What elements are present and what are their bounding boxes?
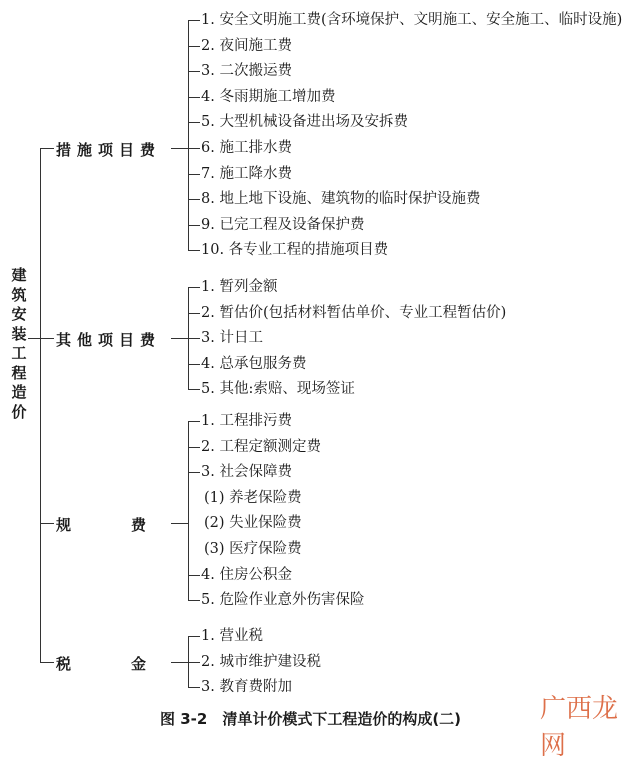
item-label: 2. 工程定额测定费 (201, 438, 321, 455)
item-label: 4. 总承包服务费 (201, 355, 307, 372)
category-label: 其他项目费 (56, 331, 162, 350)
item-label: 1. 暂列金额 (201, 279, 278, 295)
item-label: (2) 失业保险费 (204, 515, 302, 532)
branch-tick (188, 287, 200, 288)
connector-line (171, 523, 188, 524)
main-trunk-line (40, 148, 41, 662)
item-label: 3. 二次搬运费 (201, 63, 292, 80)
item-label: 5. 其他:索赔、现场签证 (201, 381, 355, 398)
connector-line (171, 338, 188, 339)
branch-tick (188, 225, 200, 226)
item-label: 1. 安全文明施工费(含环境保护、文明施工、安全施工、临时设施) (201, 12, 623, 28)
trunk-tick (40, 338, 54, 339)
item-label: 3. 教育费附加 (201, 679, 292, 696)
item-label: 1. 营业税 (201, 628, 263, 644)
category-label: 措施项目费 (56, 141, 162, 159)
branch-tick (188, 575, 200, 576)
bracket-line (188, 421, 189, 600)
item-label: 8. 地上地下设施、建筑物的临时保护设施费 (201, 191, 481, 208)
item-label: 4. 冬雨期施工增加费 (201, 88, 336, 105)
item-label: 5. 危险作业意外伤害保险 (201, 592, 365, 609)
branch-tick (188, 199, 200, 200)
item-label: (3) 医疗保险费 (204, 541, 302, 557)
branch-tick (188, 472, 200, 473)
item-label: 6. 施工排水费 (201, 140, 292, 156)
branch-tick (188, 46, 200, 47)
bracket-line (188, 20, 189, 250)
item-label: 4. 住房公积金 (201, 566, 292, 583)
trunk-tick (40, 148, 54, 149)
branch-tick (188, 148, 200, 149)
branch-tick (188, 20, 200, 21)
connector-line (171, 148, 188, 149)
item-label: 9. 已完工程及设备保护费 (201, 216, 365, 233)
branch-tick (188, 447, 200, 448)
category-label: 税 金 (56, 654, 147, 673)
trunk-tick (40, 523, 54, 524)
branch-tick (188, 364, 200, 365)
item-label: 2. 城市维护建设税 (201, 653, 321, 670)
branch-tick (188, 250, 200, 251)
item-label: 5. 大型机械设备进出场及安拆费 (201, 114, 408, 131)
branch-tick (188, 421, 200, 422)
branch-tick (188, 338, 200, 339)
root-label: 建筑安装工程造价 (11, 266, 27, 421)
item-label: 2. 暂估价(包括材料暂估单价、专业工程暂估价) (201, 304, 507, 321)
item-label: 2. 夜间施工费 (201, 37, 292, 54)
figure-caption: 图 3-2 清单计价模式下工程造价的构成(二) (160, 710, 462, 728)
branch-tick (188, 174, 200, 175)
item-label: 3. 计日工 (201, 330, 263, 347)
item-label: 10. 各专业工程的措施项目费 (201, 242, 389, 259)
branch-tick (188, 687, 200, 688)
branch-tick (188, 662, 200, 663)
item-label: 3. 社会保障费 (201, 464, 292, 481)
trunk-tick (40, 662, 54, 663)
connector-line (171, 662, 188, 663)
branch-tick (188, 313, 200, 314)
branch-tick (188, 600, 200, 601)
item-label: 1. 工程排污费 (201, 413, 292, 429)
branch-tick (188, 636, 200, 637)
watermark: 广西龙网 (540, 694, 619, 761)
branch-tick (188, 122, 200, 123)
branch-tick (188, 389, 200, 390)
category-label: 规 费 (56, 516, 147, 535)
root-connector (28, 338, 40, 339)
item-label: (1) 养老保险费 (204, 489, 302, 506)
branch-tick (188, 71, 200, 72)
item-label: 7. 施工降水费 (201, 165, 292, 182)
branch-tick (188, 97, 200, 98)
